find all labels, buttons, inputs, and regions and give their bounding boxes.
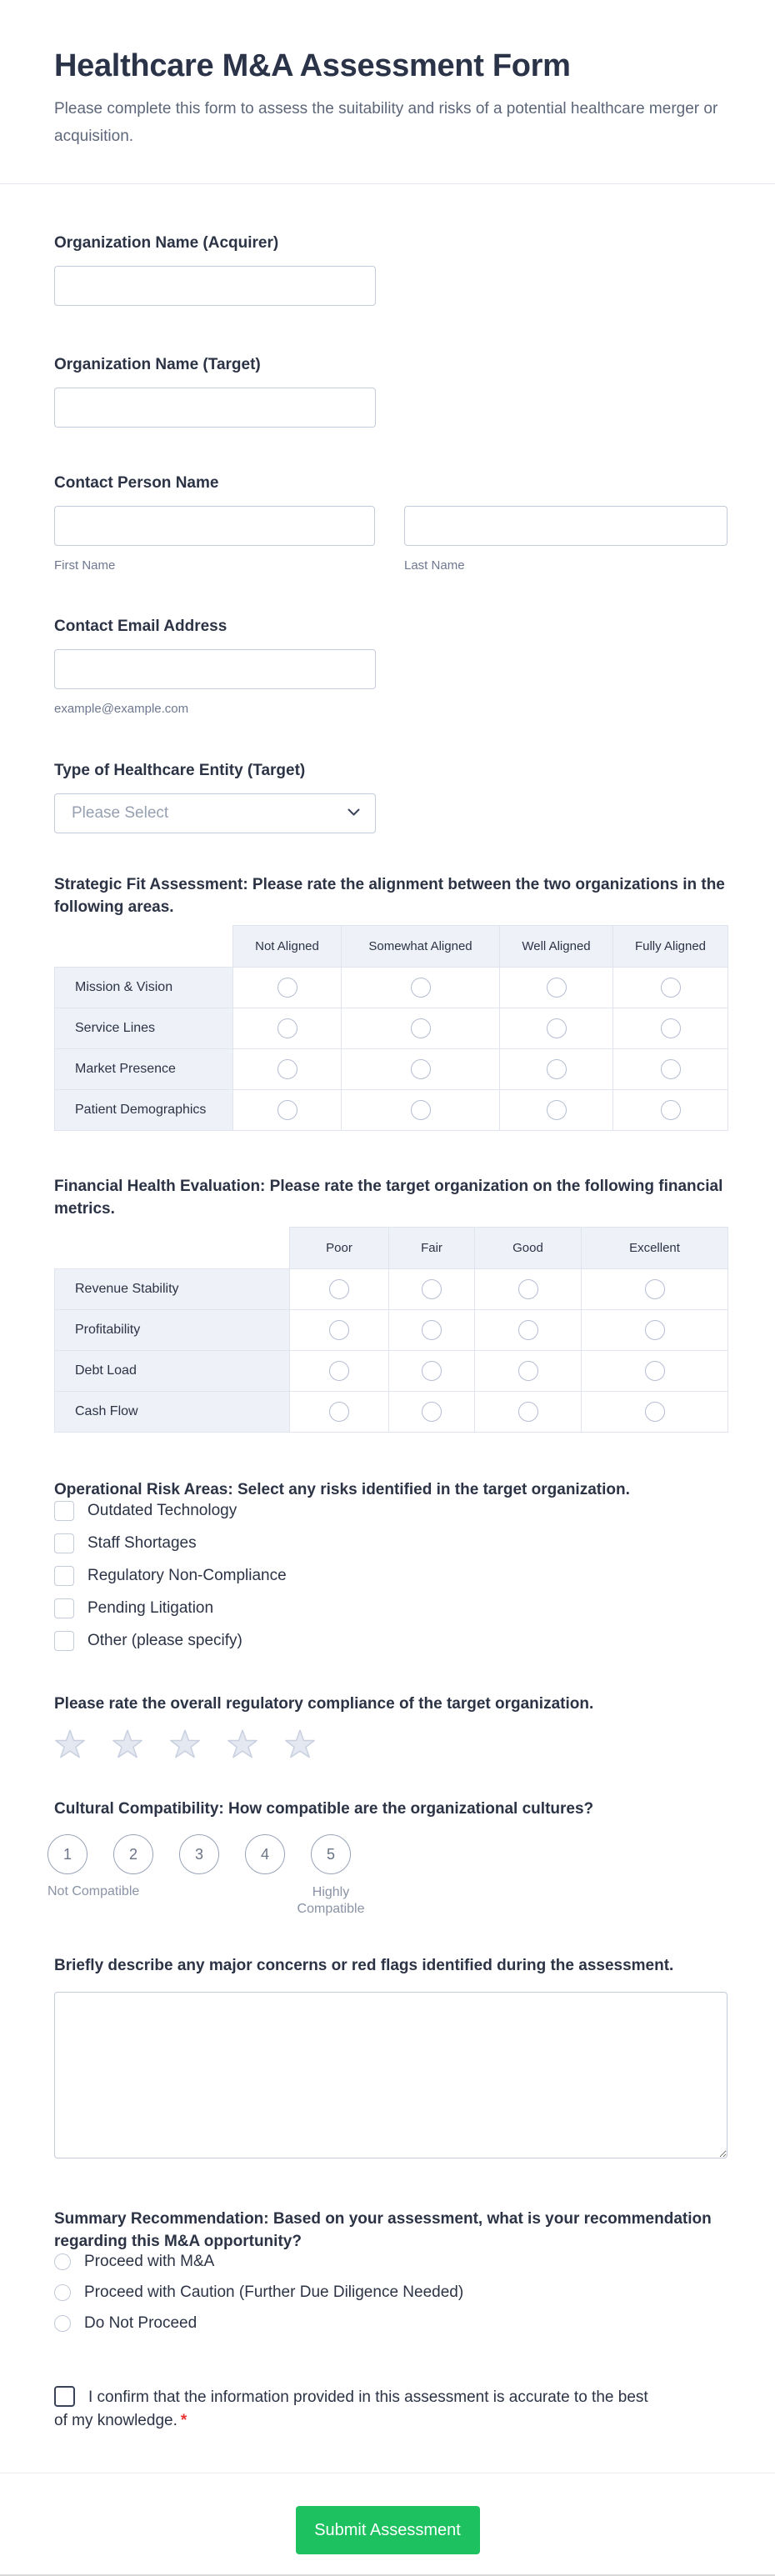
star-icon[interactable] [284,1728,316,1760]
scale-option-1[interactable]: 1 [48,1834,88,1874]
matrix-row-label: Market Presence [55,1049,233,1090]
risk-option-row [54,1566,728,1586]
matrix-radio[interactable] [422,1361,442,1381]
header-divider [0,183,775,184]
matrix-row-label: Debt Load [55,1351,290,1392]
strategic-fit-question: Strategic Fit Assessment: Please rate the alignment between the two organizations in the following areas. [54,876,725,916]
select-placeholder: Please Select [72,804,169,822]
first-name-input[interactable] [54,506,375,546]
recommendation-option-label: Proceed with M&A [84,2253,215,2270]
scale-option-5[interactable]: 5 [311,1834,351,1874]
matrix-radio[interactable] [645,1361,665,1381]
matrix-column-header: Excellent [582,1228,728,1269]
matrix-row-label: Cash Flow [55,1392,290,1433]
matrix-radio[interactable] [329,1279,349,1299]
scale-min-label: Not Compatible [48,1884,140,1898]
matrix-row-label: Patient Demographics [55,1090,233,1131]
matrix-radio[interactable] [645,1320,665,1340]
recommendation-option-label: Proceed with Caution (Further Due Diligence Needed) [84,2283,464,2301]
submit-button[interactable]: Submit Assessment [296,2506,480,2554]
risk-checkbox[interactable] [54,1533,74,1553]
matrix-row [55,1049,728,1090]
risk-option-label: Outdated Technology [88,1502,238,1519]
matrix-radio[interactable] [547,1059,567,1079]
star-icon[interactable] [112,1728,143,1760]
field-contact-name [54,472,728,573]
matrix-column-header: Well Aligned [500,926,613,968]
star-icon[interactable] [169,1728,201,1760]
matrix-radio[interactable] [329,1361,349,1381]
risk-checkbox[interactable] [54,1631,74,1651]
risk-checkbox[interactable] [54,1598,74,1618]
matrix-row [55,1269,728,1310]
financial-health-question: Financial Health Evaluation: Please rate the target organization on the following financial metrics. [54,1178,723,1218]
recommendation-radio[interactable] [54,2253,71,2270]
matrix-radio[interactable] [661,1059,681,1079]
matrix-row-label: Mission & Vision [55,968,233,1008]
matrix-radio[interactable] [411,1018,431,1038]
matrix-radio[interactable] [661,978,681,998]
scale-option-2[interactable]: 2 [113,1834,153,1874]
matrix-radio[interactable] [411,1100,431,1120]
matrix-row [55,968,728,1008]
matrix-radio[interactable] [278,1100,298,1120]
scale-max-label: Highly Compatible [297,1885,365,1916]
risk-option-row [54,1598,728,1618]
recommendation-question: Summary Recommendation: Based on your assessment, what is your recommendation regarding this M&A opportunity? [54,2210,712,2250]
scale-labels [48,1884,728,1921]
question-label: Type of Healthcare Entity (Target) [54,762,306,779]
scale-option-4[interactable]: 4 [245,1834,285,1874]
matrix-radio[interactable] [518,1320,538,1340]
matrix-column-header: Not Aligned [233,926,342,968]
question-label: Organization Name (Acquirer) [54,234,279,252]
strategic-fit-matrix [54,925,728,1131]
matrix-column-header: Good [475,1228,582,1269]
confirm-checkbox[interactable] [54,2386,75,2407]
field-org-acquirer [54,232,728,306]
financial-health-matrix [54,1227,728,1433]
field-org-target [54,353,728,428]
matrix-row [55,1351,728,1392]
page-title: Healthcare M&A Assessment Form [54,48,571,83]
matrix-radio[interactable] [422,1320,442,1340]
operational-risks-question: Operational Risk Areas: Select any risks identified in the target organization. [54,1481,630,1498]
question-label: Organization Name (Target) [54,356,261,373]
field-email [54,615,728,716]
matrix-radio[interactable] [661,1100,681,1120]
email-sublabel: example@example.com [54,702,189,716]
recommendation-radio[interactable] [54,2284,71,2301]
field-entity-type [54,759,728,833]
matrix-column-header: Somewhat Aligned [342,926,500,968]
question-label: Contact Email Address [54,618,228,635]
risk-option-label: Regulatory Non-Compliance [88,1567,287,1584]
risk-option-label: Other (please specify) [88,1632,242,1649]
matrix-radio[interactable] [329,1320,349,1340]
matrix-radio[interactable] [278,1059,298,1079]
recommendation-option-row [54,2283,728,2302]
matrix-radio[interactable] [547,978,567,998]
confirmation-label: I confirm that the information provided in this assessment is accurate to the best of my knowledge. [54,2388,648,2429]
email-input[interactable] [54,649,376,689]
matrix-row [55,1310,728,1351]
last-name-sublabel: Last Name [404,558,465,573]
matrix-row-label: Service Lines [55,1008,233,1049]
matrix-corner-cell [55,926,233,968]
matrix-radio[interactable] [278,978,298,998]
matrix-column-header: Poor [290,1228,389,1269]
matrix-radio[interactable] [547,1100,567,1120]
matrix-radio[interactable] [411,1059,431,1079]
entity-type-select[interactable] [54,793,376,833]
form-header [0,0,775,150]
star-rating [54,1728,728,1760]
question-label: Contact Person Name [54,474,219,492]
risk-option-label: Staff Shortages [88,1534,197,1552]
risk-checkbox[interactable] [54,1501,74,1521]
scale-option-3[interactable]: 3 [179,1834,219,1874]
recommendation-option-label: Do Not Proceed [84,2314,198,2332]
matrix-radio[interactable] [422,1279,442,1299]
matrix-radio[interactable] [411,978,431,998]
matrix-radio[interactable] [661,1018,681,1038]
matrix-radio[interactable] [278,1018,298,1038]
culture-compatibility-question: Cultural Compatibility: How compatible are the organizational cultures? [54,1800,594,1818]
first-name-sublabel: First Name [54,558,116,573]
confirmation-field [54,2386,654,2433]
chevron-down-icon [348,806,360,821]
star-icon[interactable] [227,1728,258,1760]
matrix-row [55,1392,728,1433]
required-asterisk: * [180,2412,188,2429]
matrix-row [55,1090,728,1131]
risk-option-row [54,1631,728,1651]
risk-option-label: Pending Litigation [88,1599,214,1617]
matrix-radio[interactable] [547,1018,567,1038]
matrix-column-header: Fair [389,1228,475,1269]
recommendation-option-row [54,2253,728,2271]
matrix-row-label: Revenue Stability [55,1269,290,1310]
matrix-row [55,1008,728,1049]
matrix-corner-cell [55,1228,290,1269]
concerns-question: Briefly describe any major concerns or red flags identified during the assessment. [54,1957,674,1974]
matrix-radio[interactable] [518,1402,538,1422]
compliance-rating-question: Please rate the overall regulatory compliance of the target organization. [54,1695,594,1713]
matrix-radio[interactable] [645,1279,665,1299]
star-icon[interactable] [54,1728,86,1760]
matrix-row-label: Profitability [55,1310,290,1351]
matrix-column-header: Fully Aligned [613,926,728,968]
culture-scale [48,1834,728,1874]
page-subtitle: Please complete this form to assess the suitability and risks of a potential healthcare merger or acquisition. [54,100,718,145]
form-body [0,232,775,2433]
concerns-textarea[interactable] [54,1992,728,2158]
org-acquirer-input[interactable] [54,266,376,306]
recommendation-radio[interactable] [54,2315,71,2332]
risk-option-row [54,1533,728,1553]
matrix-radio[interactable] [422,1402,442,1422]
risk-checkbox[interactable] [54,1566,74,1586]
matrix-radio[interactable] [518,1279,538,1299]
org-target-input[interactable] [54,388,376,428]
risk-option-row [54,1501,728,1521]
last-name-input[interactable] [404,506,728,546]
matrix-radio[interactable] [329,1402,349,1422]
matrix-radio[interactable] [645,1402,665,1422]
matrix-radio[interactable] [518,1361,538,1381]
recommendation-option-row [54,2314,728,2333]
